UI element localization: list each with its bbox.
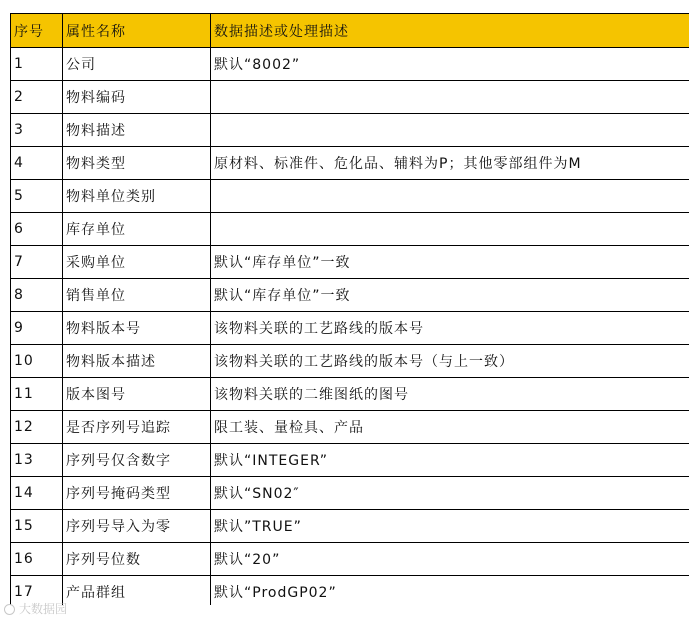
attribute-table [10, 13, 689, 609]
table-row [11, 246, 689, 279]
table-row [11, 543, 689, 576]
cell-description[interactable]: 默认“库存单位”一致 [211, 279, 689, 312]
cell-attribute-name[interactable]: 库存单位 [63, 213, 211, 246]
cell-index[interactable]: 1 [11, 48, 63, 81]
watermark-text: 大数据园 [19, 602, 68, 616]
cell-attribute-name[interactable]: 序列号位数 [63, 543, 211, 576]
watermark [4, 600, 67, 617]
watermark-logo-icon [4, 604, 15, 615]
cell-description[interactable]: 默认”TRUE” [211, 510, 689, 543]
cell-attribute-name[interactable]: 产品群组 [63, 576, 211, 609]
cell-description[interactable] [211, 213, 689, 246]
cell-description[interactable]: 默认“SN02″ [211, 477, 689, 510]
cell-index[interactable]: 8 [11, 279, 63, 312]
cell-description[interactable]: 该物料关联的工艺路线的版本号（与上一致） [211, 345, 689, 378]
table-row [11, 147, 689, 180]
cell-index[interactable]: 4 [11, 147, 63, 180]
table-row [11, 477, 689, 510]
table-row [11, 81, 689, 114]
cell-index[interactable]: 17 [11, 576, 63, 609]
table-row [11, 279, 689, 312]
cell-index[interactable]: 15 [11, 510, 63, 543]
cell-description[interactable]: 该物料关联的二维图纸的图号 [211, 378, 689, 411]
table-row [11, 444, 689, 477]
cell-description[interactable]: 默认“8002” [211, 48, 689, 81]
table-row [11, 114, 689, 147]
header-attribute-name[interactable]: 属性名称 [63, 14, 211, 48]
cell-attribute-name[interactable]: 物料描述 [63, 114, 211, 147]
cell-attribute-name[interactable]: 物料版本号 [63, 312, 211, 345]
cell-description[interactable]: 默认“ProdGP02” [211, 576, 689, 609]
table-row [11, 576, 689, 609]
cell-description[interactable]: 默认“INTEGER” [211, 444, 689, 477]
cell-index[interactable]: 2 [11, 81, 63, 114]
header-description[interactable]: 数据描述或处理描述 [211, 14, 689, 48]
table-row [11, 345, 689, 378]
cell-attribute-name[interactable]: 版本图号 [63, 378, 211, 411]
table-row [11, 48, 689, 81]
cell-index[interactable]: 14 [11, 477, 63, 510]
cell-index[interactable]: 12 [11, 411, 63, 444]
cell-attribute-name[interactable]: 序列号导入为零 [63, 510, 211, 543]
cell-attribute-name[interactable]: 物料类型 [63, 147, 211, 180]
cell-index[interactable]: 10 [11, 345, 63, 378]
cell-description[interactable]: 默认“库存单位”一致 [211, 246, 689, 279]
cell-index[interactable]: 16 [11, 543, 63, 576]
cell-attribute-name[interactable]: 物料版本描述 [63, 345, 211, 378]
cell-index[interactable]: 5 [11, 180, 63, 213]
header-index[interactable]: 序号 [11, 14, 63, 48]
cell-description[interactable]: 原材料、标准件、危化品、辅料为P；其他零部组件为M [211, 147, 689, 180]
cell-index[interactable]: 6 [11, 213, 63, 246]
table-row [11, 180, 689, 213]
cell-attribute-name[interactable]: 序列号仅含数字 [63, 444, 211, 477]
viewport-cut [0, 605, 689, 623]
cell-description[interactable]: 默认“20” [211, 543, 689, 576]
cell-attribute-name[interactable]: 采购单位 [63, 246, 211, 279]
cell-index[interactable]: 11 [11, 378, 63, 411]
cell-description[interactable] [211, 114, 689, 147]
table-row [11, 411, 689, 444]
table-header-row [11, 14, 689, 48]
table-row [11, 510, 689, 543]
cell-attribute-name[interactable]: 物料单位类别 [63, 180, 211, 213]
table-row [11, 213, 689, 246]
cell-description[interactable]: 该物料关联的工艺路线的版本号 [211, 312, 689, 345]
cell-index[interactable]: 9 [11, 312, 63, 345]
cell-description[interactable] [211, 81, 689, 114]
cell-index[interactable]: 13 [11, 444, 63, 477]
table-row [11, 312, 689, 345]
cell-attribute-name[interactable]: 序列号掩码类型 [63, 477, 211, 510]
table-row [11, 378, 689, 411]
cell-attribute-name[interactable]: 销售单位 [63, 279, 211, 312]
cell-index[interactable]: 3 [11, 114, 63, 147]
cell-attribute-name[interactable]: 是否序列号追踪 [63, 411, 211, 444]
cell-description[interactable] [211, 180, 689, 213]
cell-attribute-name[interactable]: 公司 [63, 48, 211, 81]
cell-attribute-name[interactable]: 物料编码 [63, 81, 211, 114]
cell-description[interactable]: 限工装、量检具、产品 [211, 411, 689, 444]
cell-index[interactable]: 7 [11, 246, 63, 279]
